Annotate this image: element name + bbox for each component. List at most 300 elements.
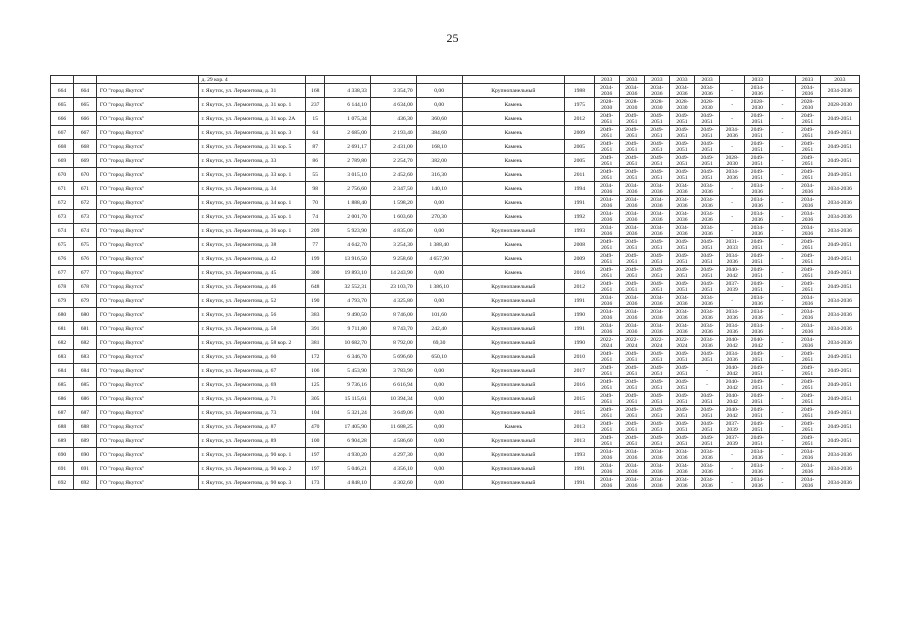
municipality-cell: ГО "город Якутск" <box>96 350 199 364</box>
area-total-cell: 4 793,70 <box>325 294 371 308</box>
build-year-cell: 2010 <box>565 350 594 364</box>
table-row <box>51 364 860 378</box>
floors-cell: 237 <box>306 98 325 112</box>
row-number-cell: 678 <box>51 280 74 294</box>
area-nonresidential-cell: 382,00 <box>416 154 462 168</box>
year-cell: 2049-2051 <box>820 140 859 154</box>
year-cell: 2049-2051 <box>820 392 859 406</box>
table-cell <box>306 76 325 84</box>
area-total-cell: 6 144,10 <box>325 98 371 112</box>
year-cell: - <box>770 196 795 210</box>
year-cell: 2049-2051 <box>795 168 820 182</box>
year-cell: 2049-2051 <box>594 350 619 364</box>
area-nonresidential-cell: 140,10 <box>416 182 462 196</box>
row-number-cell: 691 <box>73 462 96 476</box>
year-cell: 2049-2051 <box>745 378 770 392</box>
year-cell: 2034-2036 <box>820 210 859 224</box>
year-cell: 2034-2036 <box>795 476 820 490</box>
year-cell: 2049-2051 <box>669 420 694 434</box>
table-row <box>51 266 860 280</box>
year-cell: 2034-2036 <box>695 294 720 308</box>
year-cell: 2033 <box>594 76 619 84</box>
year-cell: 2049-2051 <box>695 238 720 252</box>
year-cell: 2033 <box>695 76 720 84</box>
row-number-cell: 692 <box>51 476 74 490</box>
row-number-cell: 665 <box>73 98 96 112</box>
floors-cell: 197 <box>306 448 325 462</box>
year-cell <box>720 76 745 84</box>
year-cell: - <box>695 364 720 378</box>
area-nonresidential-cell: 0,00 <box>416 406 462 420</box>
year-cell: 2034-2036 <box>820 462 859 476</box>
year-cell: 2034-2036 <box>644 294 669 308</box>
year-cell: 2049-2051 <box>745 434 770 448</box>
year-cell: 2049-2051 <box>619 350 644 364</box>
year-cell: 2034-2036 <box>795 448 820 462</box>
area-residential-cell: 2 452,60 <box>370 168 416 182</box>
area-total-cell: 6 346,70 <box>325 350 371 364</box>
year-cell: 2034-2036 <box>695 224 720 238</box>
year-cell: 2034-2036 <box>820 448 859 462</box>
year-cell: 2049-2051 <box>669 434 694 448</box>
area-nonresidential-cell: 168,10 <box>416 140 462 154</box>
year-cell: 2049-2051 <box>644 364 669 378</box>
year-cell: 2049-2051 <box>594 266 619 280</box>
year-cell: 2049-2051 <box>695 140 720 154</box>
wall-material-cell: Камень <box>462 182 565 196</box>
row-number-cell: 685 <box>51 378 74 392</box>
year-cell: 2049-2051 <box>820 280 859 294</box>
table-row <box>51 126 860 140</box>
municipality-cell: ГО "город Якутск" <box>96 154 199 168</box>
wall-material-cell: Камень <box>462 266 565 280</box>
area-nonresidential-cell: 360,60 <box>416 112 462 126</box>
year-cell: - <box>770 322 795 336</box>
year-cell: 2049-2051 <box>745 280 770 294</box>
municipality-cell: ГО "город Якутск" <box>96 140 199 154</box>
year-cell: 2049-2051 <box>695 252 720 266</box>
floors-cell: 125 <box>306 378 325 392</box>
year-cell: - <box>720 84 745 98</box>
year-cell: 2049-2051 <box>745 364 770 378</box>
year-cell: 2049-2051 <box>594 364 619 378</box>
year-cell: 2034-2036 <box>745 196 770 210</box>
year-cell: 2034-2036 <box>695 210 720 224</box>
year-cell: 2034-2036 <box>669 84 694 98</box>
wall-material-cell: Камень <box>462 168 565 182</box>
year-cell: 2049-2051 <box>795 378 820 392</box>
build-year-cell: 1992 <box>565 210 594 224</box>
year-cell: 2034-2036 <box>669 462 694 476</box>
year-cell: 2034-2036 <box>695 196 720 210</box>
row-number-cell: 664 <box>51 84 74 98</box>
year-cell: 2040-2042 <box>745 336 770 350</box>
municipality-cell: ГО "город Якутск" <box>96 420 199 434</box>
row-number-cell: 671 <box>73 182 96 196</box>
year-cell: - <box>695 378 720 392</box>
year-cell: 2037-2039 <box>720 434 745 448</box>
municipality-cell: ГО "город Якутск" <box>96 280 199 294</box>
area-nonresidential-cell: 4 657,90 <box>416 252 462 266</box>
year-cell: - <box>770 308 795 322</box>
year-cell: 2049-2051 <box>695 168 720 182</box>
row-number-cell: 671 <box>51 182 74 196</box>
year-cell: - <box>770 252 795 266</box>
table-row <box>51 196 860 210</box>
year-cell: 2034-2036 <box>594 308 619 322</box>
row-number-cell: 669 <box>73 154 96 168</box>
table-row <box>51 238 860 252</box>
floors-cell: 381 <box>306 336 325 350</box>
year-cell: 2028-2030 <box>644 98 669 112</box>
floors-cell: 15 <box>306 112 325 126</box>
year-cell: 2034-2036 <box>594 462 619 476</box>
year-cell: 2022-2024 <box>644 336 669 350</box>
year-cell: 2037-2039 <box>720 280 745 294</box>
year-cell: 2034-2036 <box>594 182 619 196</box>
area-total-cell: 4 338,33 <box>325 84 371 98</box>
build-year-cell: 2012 <box>565 112 594 126</box>
year-cell: 2034-2036 <box>820 476 859 490</box>
year-cell: 2049-2051 <box>619 238 644 252</box>
table-cell <box>73 76 96 84</box>
year-cell: - <box>770 168 795 182</box>
wall-material-cell: Крупнопанельный <box>462 336 565 350</box>
year-cell: 2034-2036 <box>720 168 745 182</box>
area-residential-cell: 1 603,60 <box>370 210 416 224</box>
row-number-cell: 664 <box>73 84 96 98</box>
year-cell: 2049-2051 <box>644 266 669 280</box>
municipality-cell: ГО "город Якутск" <box>96 406 199 420</box>
year-cell: 2049-2051 <box>820 406 859 420</box>
floors-cell: 470 <box>306 420 325 434</box>
row-number-cell: 690 <box>51 448 74 462</box>
municipality-cell: ГО "город Якутск" <box>96 462 199 476</box>
year-cell: 2049-2051 <box>644 378 669 392</box>
year-cell: - <box>770 98 795 112</box>
year-cell: 2034-2036 <box>619 308 644 322</box>
year-cell: - <box>770 126 795 140</box>
area-nonresidential-cell: 0,00 <box>416 462 462 476</box>
year-cell: 2049-2051 <box>745 420 770 434</box>
year-cell: 2049-2051 <box>619 140 644 154</box>
year-cell: 2049-2051 <box>619 126 644 140</box>
address-cell: г. Якутск, ул. Лермонтова, д. 90 кор. 2 <box>199 462 306 476</box>
year-cell: 2034-2036 <box>669 476 694 490</box>
row-number-cell: 668 <box>51 140 74 154</box>
year-cell: 2040-2042 <box>720 266 745 280</box>
floors-cell: 70 <box>306 196 325 210</box>
year-cell: 2049-2051 <box>644 252 669 266</box>
year-cell: 2049-2051 <box>795 420 820 434</box>
year-cell: 2034-2036 <box>695 476 720 490</box>
year-cell: 2028-2030 <box>669 98 694 112</box>
area-nonresidential-cell: 242,40 <box>416 322 462 336</box>
build-year-cell: 1991 <box>565 322 594 336</box>
table-row <box>51 210 860 224</box>
year-cell: - <box>770 210 795 224</box>
year-cell: 2034-2036 <box>644 322 669 336</box>
year-cell: 2049-2051 <box>644 140 669 154</box>
floors-cell: 190 <box>306 294 325 308</box>
year-cell: 2049-2051 <box>594 140 619 154</box>
area-total-cell: 5 453,90 <box>325 364 371 378</box>
year-cell: 2034-2036 <box>720 126 745 140</box>
wall-material-cell: Крупнопанельный <box>462 308 565 322</box>
row-number-cell: 670 <box>73 168 96 182</box>
build-year-cell: 2013 <box>565 420 594 434</box>
year-cell: 2049-2051 <box>644 392 669 406</box>
row-number-cell: 668 <box>73 140 96 154</box>
area-residential-cell: 3 254,30 <box>370 238 416 252</box>
table-row <box>51 350 860 364</box>
area-total-cell: 2 685,00 <box>325 126 371 140</box>
address-cell: г. Якутск, ул. Лермонтова, д. 31 кор. 3 <box>199 126 306 140</box>
year-cell: 2049-2051 <box>594 406 619 420</box>
year-cell: - <box>720 210 745 224</box>
year-cell: 2034-2036 <box>594 224 619 238</box>
year-cell: 2028-2030 <box>720 154 745 168</box>
year-cell: - <box>720 476 745 490</box>
year-cell: - <box>770 476 795 490</box>
row-number-cell: 682 <box>51 336 74 350</box>
year-cell: 2033 <box>745 76 770 84</box>
year-cell <box>770 76 795 84</box>
row-number-cell: 673 <box>51 210 74 224</box>
area-residential-cell: 2 347,50 <box>370 182 416 196</box>
area-residential-cell: 2 254,70 <box>370 154 416 168</box>
wall-material-cell: Крупнопанельный <box>462 364 565 378</box>
year-cell: - <box>770 266 795 280</box>
row-number-cell: 665 <box>51 98 74 112</box>
year-cell: 2049-2051 <box>795 140 820 154</box>
address-cell: д. 29 кор. 4 <box>199 76 306 84</box>
table-row <box>51 168 860 182</box>
address-cell: г. Якутск, ул. Лермонтова, д. 34 <box>199 182 306 196</box>
year-cell: - <box>770 84 795 98</box>
year-cell: 2049-2051 <box>745 140 770 154</box>
year-cell: 2034-2036 <box>695 448 720 462</box>
address-cell: г. Якутск, ул. Лермонтова, д. 58 кор. 2 <box>199 336 306 350</box>
area-nonresidential-cell: 0,00 <box>416 392 462 406</box>
year-cell: 2034-2036 <box>619 462 644 476</box>
wall-material-cell: Камень <box>462 420 565 434</box>
wall-material-cell: Крупнопанельный <box>462 322 565 336</box>
year-cell: - <box>720 196 745 210</box>
year-cell: 2049-2051 <box>820 126 859 140</box>
area-nonresidential-cell: 101,60 <box>416 308 462 322</box>
year-cell: 2034-2036 <box>644 84 669 98</box>
year-cell: 2034-2036 <box>594 476 619 490</box>
table-body <box>51 76 860 490</box>
year-cell: 2049-2051 <box>745 252 770 266</box>
year-cell: 2049-2051 <box>669 126 694 140</box>
row-number-cell: 689 <box>51 434 74 448</box>
wall-material-cell: Камень <box>462 112 565 126</box>
wall-material-cell: Крупнопанельный <box>462 350 565 364</box>
table-cell <box>96 76 199 84</box>
area-residential-cell: 2 431,00 <box>370 140 416 154</box>
year-cell: 2049-2051 <box>644 238 669 252</box>
municipality-cell: ГО "город Якутск" <box>96 448 199 462</box>
area-residential-cell: 436,30 <box>370 112 416 126</box>
year-cell: 2049-2051 <box>695 280 720 294</box>
row-number-cell: 680 <box>73 308 96 322</box>
municipality-cell: ГО "город Якутск" <box>96 336 199 350</box>
year-cell: 2034-2036 <box>644 196 669 210</box>
row-number-cell: 690 <box>73 448 96 462</box>
year-cell: 2034-2036 <box>820 308 859 322</box>
year-cell: 2034-2036 <box>669 308 694 322</box>
area-total-cell: 2 691,17 <box>325 140 371 154</box>
build-year-cell: 1991 <box>565 196 594 210</box>
area-nonresidential-cell: 0,00 <box>416 196 462 210</box>
area-total-cell: 17 405,90 <box>325 420 371 434</box>
row-number-cell: 688 <box>73 420 96 434</box>
floors-cell: 100 <box>306 434 325 448</box>
area-residential-cell: 11 688,25 <box>370 420 416 434</box>
area-total-cell: 4 848,10 <box>325 476 371 490</box>
year-cell: 2049-2051 <box>594 392 619 406</box>
year-cell: 2034-2036 <box>820 182 859 196</box>
year-cell: 2034-2036 <box>695 462 720 476</box>
address-cell: г. Якутск, ул. Лермонтова, д. 52 <box>199 294 306 308</box>
year-cell: 2034-2036 <box>720 322 745 336</box>
year-cell: 2034-2036 <box>594 84 619 98</box>
year-cell: 2034-2036 <box>820 84 859 98</box>
year-cell: 2049-2051 <box>669 378 694 392</box>
year-cell: 2049-2051 <box>669 280 694 294</box>
municipality-cell: ГО "город Якутск" <box>96 112 199 126</box>
floors-cell: 197 <box>306 462 325 476</box>
table-row <box>51 112 860 126</box>
year-cell: 2034-2036 <box>745 476 770 490</box>
area-nonresidential-cell: 1 388,40 <box>416 238 462 252</box>
floors-cell: 87 <box>306 140 325 154</box>
year-cell: 2034-2036 <box>820 336 859 350</box>
year-cell: 2049-2051 <box>644 126 669 140</box>
row-number-cell: 685 <box>73 378 96 392</box>
area-total-cell: 6 904,28 <box>325 434 371 448</box>
year-cell: 2049-2051 <box>644 434 669 448</box>
year-cell: 2049-2051 <box>619 280 644 294</box>
area-residential-cell: 3 649,06 <box>370 406 416 420</box>
floors-cell: 391 <box>306 322 325 336</box>
year-cell: 2049-2051 <box>669 350 694 364</box>
area-residential-cell: 2 193,40 <box>370 126 416 140</box>
municipality-cell: ГО "город Якутск" <box>96 294 199 308</box>
table-row <box>51 476 860 490</box>
year-cell: 2034-2036 <box>594 210 619 224</box>
year-cell: 2049-2051 <box>745 238 770 252</box>
year-cell: 2049-2051 <box>745 266 770 280</box>
year-cell: 2034-2036 <box>619 448 644 462</box>
table-row-continuation <box>51 76 860 84</box>
year-cell: 2049-2051 <box>745 126 770 140</box>
year-cell: 2049-2051 <box>795 154 820 168</box>
year-cell: - <box>770 378 795 392</box>
year-cell: 2034-2036 <box>669 210 694 224</box>
year-cell: 2034-2036 <box>695 84 720 98</box>
floors-cell: 209 <box>306 224 325 238</box>
area-total-cell: 9 736,16 <box>325 378 371 392</box>
year-cell: 2049-2051 <box>795 252 820 266</box>
year-cell: 2049-2051 <box>594 168 619 182</box>
year-cell: 2034-2036 <box>695 336 720 350</box>
year-cell: 2049-2051 <box>745 392 770 406</box>
area-total-cell: 9 711,80 <box>325 322 371 336</box>
wall-material-cell: Крупнопанельный <box>462 392 565 406</box>
municipality-cell: ГО "город Якутск" <box>96 98 199 112</box>
floors-cell: 55 <box>306 168 325 182</box>
housing-table <box>50 75 860 490</box>
floors-cell: 98 <box>306 182 325 196</box>
build-year-cell: 1990 <box>565 308 594 322</box>
address-cell: г. Якутск, ул. Лермонтова, д. 56 <box>199 308 306 322</box>
wall-material-cell: Крупнопанельный <box>462 378 565 392</box>
address-cell: г. Якутск, ул. Лермонтова, д. 33 <box>199 154 306 168</box>
area-nonresidential-cell: 316,30 <box>416 168 462 182</box>
area-residential-cell: 4 325,80 <box>370 294 416 308</box>
year-cell: 2049-2051 <box>820 378 859 392</box>
year-cell: - <box>770 280 795 294</box>
build-year-cell: 1991 <box>565 462 594 476</box>
year-cell: 2040-2042 <box>720 364 745 378</box>
wall-material-cell: Крупнопанельный <box>462 224 565 238</box>
area-nonresidential-cell: 270,30 <box>416 210 462 224</box>
year-cell: 2033 <box>644 76 669 84</box>
year-cell: 2049-2051 <box>695 406 720 420</box>
year-cell: 2049-2051 <box>644 154 669 168</box>
address-cell: г. Якутск, ул. Лермонтова, д. 34 кор. 1 <box>199 196 306 210</box>
year-cell: 2034-2036 <box>619 84 644 98</box>
year-cell: 2034-2036 <box>644 462 669 476</box>
year-cell: 2049-2051 <box>644 406 669 420</box>
year-cell: 2034-2036 <box>644 476 669 490</box>
row-number-cell: 682 <box>73 336 96 350</box>
year-cell: - <box>770 392 795 406</box>
year-cell: 2034-2036 <box>795 84 820 98</box>
municipality-cell: ГО "город Якутск" <box>96 252 199 266</box>
address-cell: г. Якутск, ул. Лермонтова, д. 58 <box>199 322 306 336</box>
year-cell: 2034-2036 <box>695 308 720 322</box>
area-residential-cell: 4 835,00 <box>370 224 416 238</box>
year-cell: - <box>770 448 795 462</box>
municipality-cell: ГО "город Якутск" <box>96 378 199 392</box>
year-cell: 2034-2036 <box>619 294 644 308</box>
year-cell: 2034-2036 <box>619 224 644 238</box>
year-cell: 2034-2036 <box>619 476 644 490</box>
row-number-cell: 676 <box>51 252 74 266</box>
year-cell: 2049-2051 <box>795 350 820 364</box>
year-cell: 2034-2036 <box>669 224 694 238</box>
year-cell: - <box>770 140 795 154</box>
build-year-cell: 2015 <box>565 406 594 420</box>
row-number-cell: 667 <box>51 126 74 140</box>
wall-material-cell: Камень <box>462 98 565 112</box>
year-cell: 2049-2051 <box>695 350 720 364</box>
year-cell: 2034-2036 <box>594 448 619 462</box>
year-cell: - <box>770 294 795 308</box>
year-cell: 2049-2051 <box>695 434 720 448</box>
floors-cell: 300 <box>306 266 325 280</box>
municipality-cell: ГО "город Якутск" <box>96 266 199 280</box>
year-cell: 2049-2051 <box>820 364 859 378</box>
row-number-cell: 683 <box>51 350 74 364</box>
area-nonresidential-cell: 0,00 <box>416 476 462 490</box>
year-cell: 2034-2036 <box>619 322 644 336</box>
build-year-cell: 2009 <box>565 126 594 140</box>
